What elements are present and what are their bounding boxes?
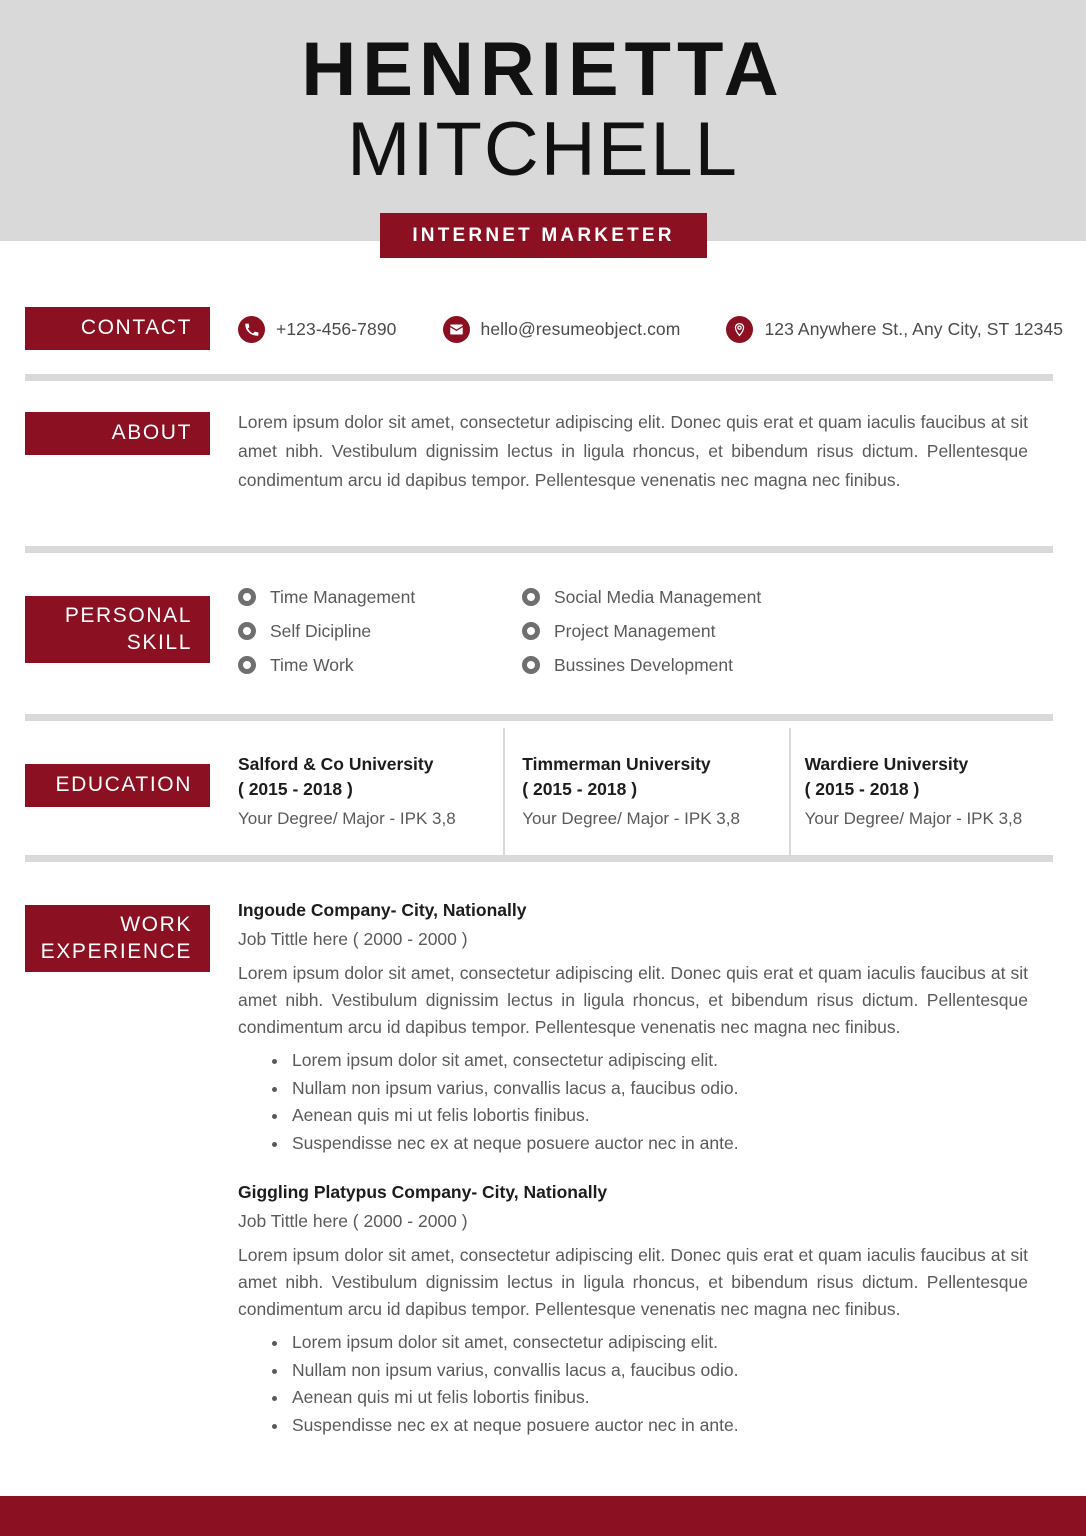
section-tag-work-experience: [25, 905, 210, 972]
education-school: Salford & Co University: [238, 754, 434, 774]
footer-accent-bar: [0, 1496, 1086, 1536]
skill-bullet-icon: [238, 588, 256, 606]
job-bullet: Suspendisse nec ex at neque posuere auctor nec in ante.: [270, 1130, 1028, 1158]
skill-item: [522, 648, 1038, 682]
education-degree: Your Degree/ Major - IPK 3,8: [804, 809, 1023, 828]
education-years: ( 2015 - 2018 ): [238, 779, 353, 799]
job-bullet: Suspendisse nec ex at neque posuere auctor nec in ante.: [270, 1412, 1028, 1440]
divider-after-about: [25, 546, 1053, 553]
skill-bullet-icon: [522, 656, 540, 674]
section-tag-contact-label: CONTACT: [80, 316, 192, 340]
job-bullet: Aenean quis mi ut felis lobortis finibus.: [270, 1102, 1028, 1130]
first-name: HENRIETTA: [301, 27, 785, 112]
divider-after-skills: [25, 714, 1053, 721]
job-title: Job Tittle here ( 2000 - 2000 ): [238, 1211, 468, 1231]
contact-email-value: hello@resumeobject.com: [480, 318, 681, 339]
skill-item: [238, 614, 522, 648]
education-columns: [238, 752, 1058, 831]
skill-bullet-icon: [522, 622, 540, 640]
section-tag-education: [25, 764, 210, 807]
skill-bullet-icon: [522, 588, 540, 606]
education-school: Wardiere University: [804, 754, 969, 774]
skill-label: Bussines Development: [554, 654, 733, 675]
contact-row: [238, 305, 1064, 353]
job-bullet: Aenean quis mi ut felis lobortis finibus.: [270, 1384, 1028, 1412]
job-entry: [238, 1179, 1028, 1439]
divider-after-education: [25, 855, 1053, 862]
resume-header: [0, 0, 1086, 241]
about-paragraph: Lorem ipsum dolor sit amet, consectetur adipiscing elit. Donec quis erat et quam iaculis faucibus at sit amet nibh. Vestibulum dignissim lectus in ligula rhoncus, et bibendum risus dictum. Pellentesque condimentum arcu id dapibus tempor. Pellentesque venenatis nec magna nec finibus.: [238, 412, 1028, 490]
skill-label: Social Media Management: [554, 586, 762, 607]
job-bullet: Nullam non ipsum varius, convallis lacus a, faucibus odio.: [270, 1075, 1028, 1103]
education-school: Timmerman University: [522, 754, 711, 774]
job-company: Ingoude Company- City, Nationally: [238, 900, 527, 920]
job-bullet-list: [238, 1047, 1028, 1157]
contact-item-phone[interactable]: [238, 316, 397, 343]
education-degree: Your Degree/ Major - IPK 3,8: [238, 809, 456, 828]
skills-grid: [238, 580, 1038, 682]
section-tag-personal-skill-label-2: SKILL: [126, 630, 192, 654]
section-tag-contact: [25, 307, 210, 350]
education-entry: [783, 752, 1058, 831]
envelope-icon: [443, 316, 470, 343]
education-entry: [238, 752, 498, 831]
section-tag-work-experience-label-2: EXPERIENCE: [40, 939, 192, 963]
skill-item: [238, 580, 522, 614]
section-tag-about: [25, 412, 210, 455]
education-years: ( 2015 - 2018 ): [522, 779, 638, 799]
section-tag-work-experience-label-1: WORK: [120, 913, 192, 937]
job-bullet: Lorem ipsum dolor sit amet, consectetur adipiscing elit.: [270, 1329, 1028, 1357]
contact-address-value: 123 Anywhere St., Any City, ST 12345: [764, 318, 1064, 339]
work-experience-list: [238, 897, 1028, 1439]
skill-label: Time Work: [270, 654, 354, 675]
section-tag-about-label: ABOUT: [111, 421, 192, 445]
skill-label: Self Dicipline: [270, 620, 372, 641]
contact-phone-value: +123-456-7890: [276, 318, 397, 339]
job-company: Giggling Platypus Company- City, Nationally: [238, 1182, 608, 1202]
contact-item-address[interactable]: [726, 316, 1063, 343]
education-years: ( 2015 - 2018 ): [804, 779, 920, 799]
job-bullet-list: [238, 1329, 1028, 1439]
skill-item: [522, 614, 1038, 648]
skill-label: Project Management: [554, 620, 716, 641]
skill-bullet-icon: [238, 622, 256, 640]
job-title: Job Tittle here ( 2000 - 2000 ): [238, 929, 468, 949]
last-name: MITCHELL: [347, 107, 739, 192]
job-bullet: Lorem ipsum dolor sit amet, consectetur adipiscing elit.: [270, 1047, 1028, 1075]
phone-icon: [238, 316, 265, 343]
job-description: Lorem ipsum dolor sit amet, consectetur adipiscing elit. Donec quis erat et quam iaculis faucibus at sit amet nibh. Vestibulum dignissim lectus in ligula rhoncus, et bibendum risus dictum. Pellentesque condimentum arcu id dapibus tempor. Pellentesque venenatis nec magna nec finibus.: [238, 963, 1028, 1037]
location-pin-icon: [726, 316, 753, 343]
job-description: Lorem ipsum dolor sit amet, consectetur adipiscing elit. Donec quis erat et quam iaculis faucibus at sit amet nibh. Vestibulum dignissim lectus in ligula rhoncus, et bibendum risus dictum. Pellentesque condimentum arcu id dapibus tempor. Pellentesque venenatis nec magna nec finibus.: [238, 1245, 1028, 1319]
skill-label: Time Management: [270, 586, 416, 607]
skill-item: [238, 648, 522, 682]
section-tag-personal-skill-label-1: PERSONAL: [64, 604, 192, 628]
education-degree: Your Degree/ Major - IPK 3,8: [522, 809, 740, 828]
section-tag-personal-skill: [25, 596, 210, 663]
skill-item: [522, 580, 1038, 614]
job-title-badge: INTERNET MARKETER: [380, 213, 707, 258]
job-bullet: Nullam non ipsum varius, convallis lacus a, faucibus odio.: [270, 1357, 1028, 1385]
skill-bullet-icon: [238, 656, 256, 674]
section-tag-education-label: EDUCATION: [55, 773, 192, 797]
education-entry: [498, 752, 782, 831]
divider-after-contact: [25, 374, 1053, 381]
job-entry: [238, 897, 1028, 1157]
contact-item-email[interactable]: [443, 316, 681, 343]
